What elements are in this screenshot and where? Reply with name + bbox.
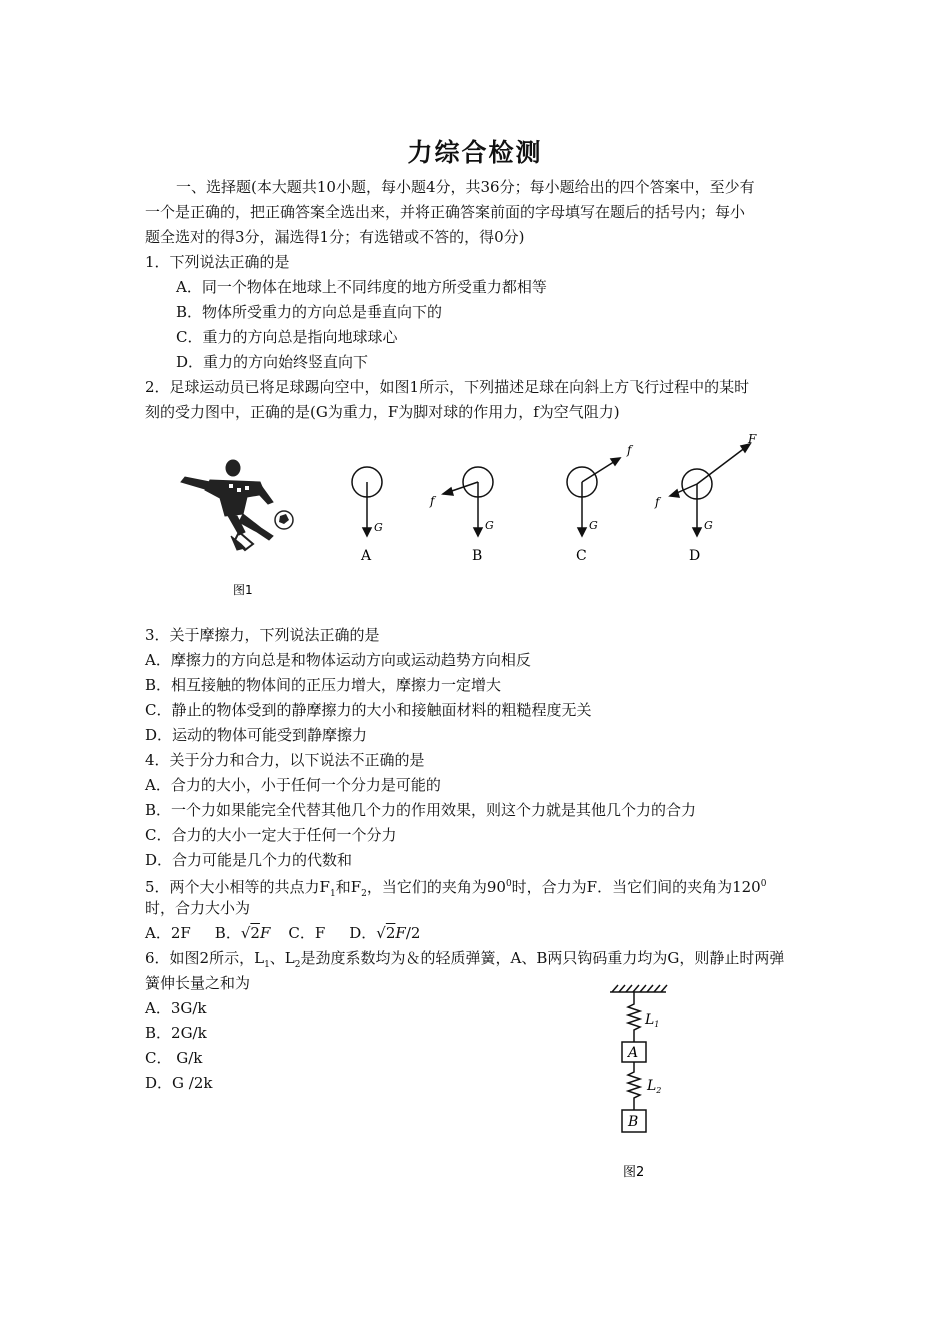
- q6-sub-2: 2: [294, 960, 301, 970]
- diagram-a-g-label: G: [374, 521, 383, 534]
- q1-option-b: B．物体所受重力的方向总是垂直向下的: [176, 303, 443, 321]
- q3-option-d: D．运动的物体可能受到静摩擦力: [145, 726, 368, 744]
- q5-option-d-sqrt: [376, 923, 406, 943]
- spring-l2-sub: 2: [656, 1086, 662, 1095]
- q5-option-b: B．: [214, 924, 241, 942]
- q1-option-c: C．重力的方向总是指向地球球心: [176, 328, 398, 346]
- q6-stem-line-2: 簧伸长量之和为: [145, 974, 251, 992]
- q6-stem-line-1: [145, 948, 784, 975]
- intro-line-2: 一个是正确的，把正确答案全选出来，并将正确答案前面的字母填写在题后的括号内；每小: [145, 203, 746, 221]
- block-b-label: B: [628, 1114, 639, 1130]
- q5-stem-c: ，当它们的夹角为90: [366, 878, 506, 896]
- spring-l2-label: [646, 1078, 661, 1095]
- radical-sign-icon: √: [376, 924, 386, 942]
- q5-stem-b: 和F: [335, 878, 362, 896]
- spring-l1-sub: 1: [654, 1020, 660, 1029]
- q6-option-b: B．2G/k: [145, 1024, 207, 1042]
- q5-option-d-radicand: 2: [385, 924, 396, 942]
- diagram-c-f-label: f: [627, 443, 632, 457]
- q5-stem-line-2: 时，合力大小为: [145, 899, 251, 917]
- q4-option-d: D．合力可能是几个力的代数和: [145, 851, 353, 869]
- figure-1-caption: 图1: [233, 583, 253, 597]
- soccer-player-illustration: [181, 460, 273, 550]
- intro-line-1: 一、选择题(本大题共10小题，每小题4分，共36分；每小题给出的四个答案中，至少有: [176, 178, 755, 196]
- figure-2: [600, 980, 690, 1185]
- q5-option-a: A．2F: [145, 924, 191, 942]
- q6-option-c: C． G/k: [145, 1049, 203, 1067]
- diagram-a-label: A: [361, 548, 372, 564]
- q5-sup-1: 0: [505, 879, 512, 889]
- q6-stem-a: 6．如图2所示，L: [145, 949, 265, 967]
- q5-sub-2: 2: [361, 889, 367, 899]
- q3-option-a: A．摩擦力的方向总是和物体运动方向或运动趋势方向相反: [145, 651, 531, 669]
- diagram-b-g-label: G: [485, 519, 494, 532]
- q5-option-b-sqrt: [241, 923, 271, 943]
- q5-option-d-tail: /2: [405, 924, 421, 942]
- q5-stem-d: 时，合力为F．当它们间的夹角为120: [511, 878, 761, 896]
- diagram-b-f-label: f: [430, 494, 435, 508]
- q1-stem: 1．下列说法正确的是: [145, 253, 290, 271]
- q5-option-c: C．F: [288, 924, 326, 942]
- q3-stem: 3．关于摩擦力，下列说法正确的是: [145, 626, 380, 644]
- q5-stem-a: 5．两个大小相等的共点力F: [145, 878, 330, 896]
- q4-stem: 4．关于分力和合力，以下说法不正确的是: [145, 751, 425, 769]
- q4-option-c: C．合力的大小一定大于任何一个分力: [145, 826, 397, 844]
- q5-option-b-radicand: 2: [250, 924, 260, 942]
- q2-stem-line-1: 2．足球运动员已将足球踢向空中，如图1所示，下列描述足球在向斜上方飞行过程中的某时: [145, 378, 750, 396]
- q5-sup-2: 0: [760, 879, 767, 889]
- spring-l2: [628, 1062, 640, 1110]
- ceiling-support: [610, 985, 667, 992]
- q5-options: [145, 923, 420, 943]
- diagram-d-label: D: [689, 548, 701, 564]
- soccer-ball: [275, 511, 293, 529]
- page-title: 力综合检测: [407, 138, 543, 167]
- figure-2-caption: 图2: [623, 1165, 645, 1180]
- block-a-label: A: [628, 1045, 639, 1061]
- q5-option-d: D．: [349, 924, 377, 942]
- q5-option-b-var: F: [259, 924, 271, 942]
- spring-l2-letter: L: [647, 1078, 657, 1094]
- spring-l1-letter: L: [645, 1012, 655, 1028]
- intro-line-3: 题全选对的得3分，漏选得1分；有选错或不答的，得0分): [145, 228, 525, 246]
- radical-sign-icon: √: [240, 924, 251, 942]
- q4-option-b: B．一个力如果能完全代替其他几个力的作用效果，则这个力就是其他几个力的合力: [145, 801, 697, 819]
- q6-option-d: D．G /2k: [145, 1074, 213, 1092]
- q1-option-d: D．重力的方向始终竖直向下: [176, 353, 369, 371]
- q4-option-a: A．合力的大小，小于任何一个分力是可能的: [145, 776, 441, 794]
- q6-sub-1: 1: [264, 960, 270, 970]
- spring-l1: [628, 992, 640, 1042]
- q6-stem-b: 、L: [269, 949, 295, 967]
- q3-option-b: B．相互接触的物体间的正压力增大，摩擦力一定增大: [145, 676, 502, 694]
- q3-option-c: C．静止的物体受到的静摩擦力的大小和接触面材料的粗糙程度无关: [145, 701, 592, 719]
- q6-stem-c: 是劲度系数均为＆的轻质弹簧，A、B两只钩码重力均为G，则静止时两弹: [300, 949, 785, 967]
- diagram-d-f-label: f: [655, 495, 660, 509]
- diagram-c-g-label: G: [589, 519, 598, 532]
- q1-option-a: A．同一个物体在地球上不同纬度的地方所受重力都相等: [176, 278, 547, 296]
- diagram-b-label: B: [472, 548, 483, 564]
- spring-l1-label: [644, 1012, 659, 1029]
- q5-sub-1: 1: [329, 889, 336, 899]
- q2-stem-line-2: 刻的受力图中，正确的是(G为重力，F为脚对球的作用力，f为空气阻力): [145, 403, 620, 421]
- diagram-d-bigf-label: F: [748, 432, 757, 446]
- q5-option-d-var: F: [395, 924, 406, 942]
- diagram-d-g-label: G: [704, 519, 713, 532]
- figure-1: [165, 432, 805, 602]
- q6-option-a: A．3G/k: [145, 999, 207, 1017]
- diagram-c-label: C: [576, 548, 587, 564]
